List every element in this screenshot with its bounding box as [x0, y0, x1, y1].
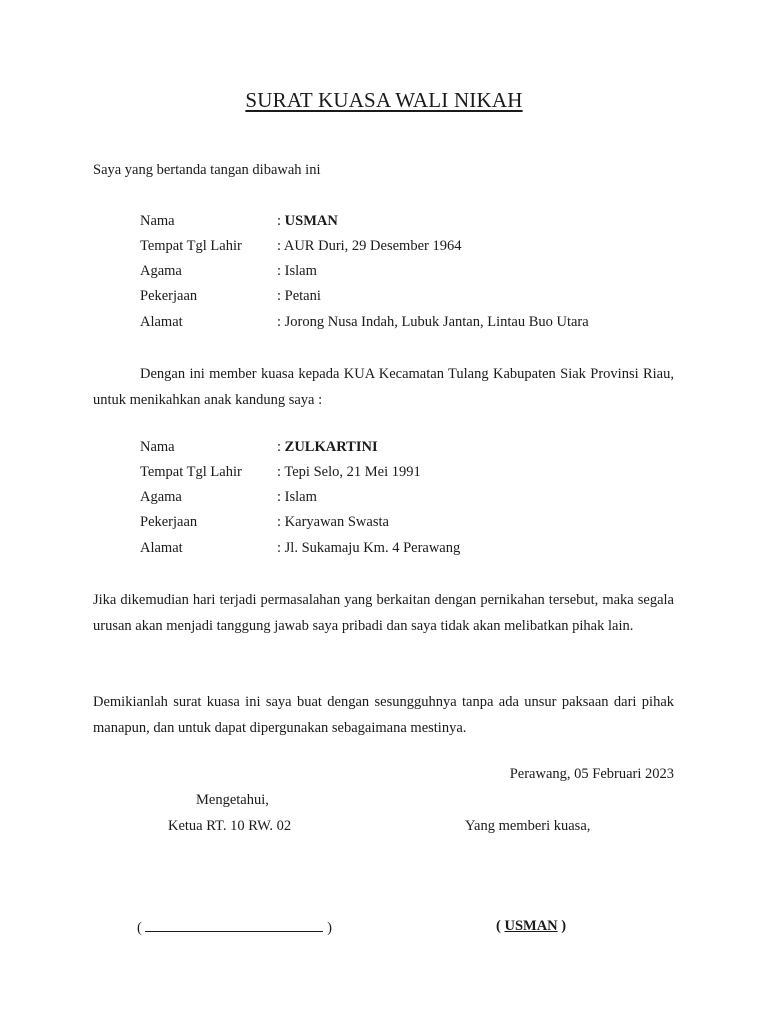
signer-name: USMAN	[504, 918, 558, 934]
field-label: Pekerjaan	[140, 288, 198, 304]
child-address-value: Jl. Sukamaju Km. 4 Perawang	[284, 540, 461, 556]
field-label: Alamat	[140, 540, 183, 556]
grantor-address-value: Jorong Nusa Indah, Lubuk Jantan, Lintau Buo Utara	[284, 314, 589, 330]
field-label: Tempat Tgl Lahir	[140, 238, 242, 254]
field-label: Agama	[140, 263, 182, 279]
signature-line	[145, 918, 323, 932]
child-name-value: ZULKARTINI	[284, 439, 378, 455]
intro-text: Saya yang bertanda tangan dibawah ini	[93, 162, 321, 178]
field-label: Tempat Tgl Lahir	[140, 464, 242, 480]
grantor-birth-value: AUR Duri, 29 Desember 1964	[283, 238, 462, 254]
child-religion-value: Islam	[284, 489, 317, 505]
place-date: Perawang, 05 Februari 2023	[509, 766, 674, 782]
signer-signature-block	[496, 918, 566, 935]
paren-open: (	[496, 918, 501, 934]
field-label: Alamat	[140, 314, 183, 330]
paren-close: )	[327, 920, 332, 936]
signer-role: Yang memberi kuasa,	[465, 818, 591, 834]
witness-role: Ketua RT. 10 RW. 02	[168, 818, 292, 834]
paren-close: )	[561, 918, 567, 934]
grantor-name-value: USMAN	[284, 213, 338, 229]
liability-paragraph: Jika dikemudian hari terjadi permasalahan yang berkaitan dengan pernikahan tersebut, maka segala urusan akan menjadi tanggung jawab saya pribadi dan saya tidak akan melibatkan pihak lain.	[93, 592, 674, 634]
closing-paragraph: Demikianlah surat kuasa ini saya buat dengan sesungguhnya tanpa ada unsur paksaan dari pihak manapun, dan untuk dapat dipergunakan sebagaimana mestinya.	[93, 694, 674, 736]
field-label: Nama	[140, 213, 175, 229]
child-job-value: Karyawan Swasta	[284, 514, 389, 530]
document-title: SURAT KUASA WALI NIKAH	[245, 88, 523, 112]
authorization-paragraph: Dengan ini member kuasa kepada KUA Kecamatan Tulang Kabupaten Siak Provinsi Riau, untuk menikahkan anak kandung saya :	[93, 366, 674, 408]
witness-heading: Mengetahui,	[196, 792, 269, 808]
paren-open: (	[137, 920, 142, 936]
child-birth-value: Tepi Selo, 21 Mei 1991	[284, 464, 421, 480]
grantor-religion-value: Islam	[284, 263, 317, 279]
field-label: Pekerjaan	[140, 514, 198, 530]
witness-signature-block	[137, 918, 332, 937]
field-label: Nama	[140, 439, 175, 455]
field-label: Agama	[140, 489, 182, 505]
grantor-job-value: Petani	[284, 288, 321, 304]
